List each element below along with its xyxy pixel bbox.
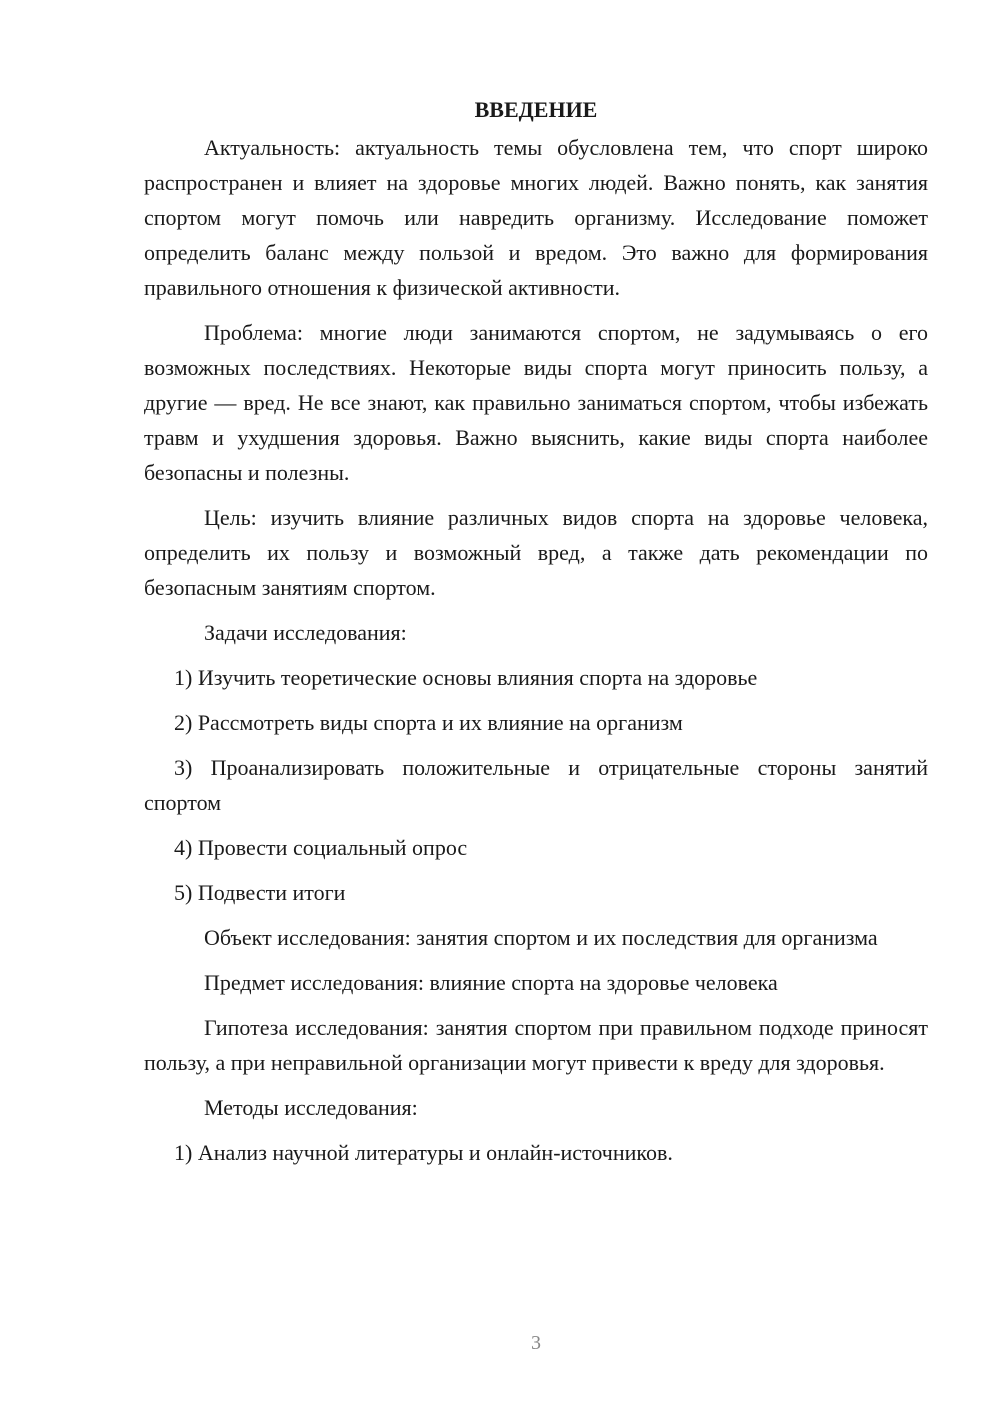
method-item-1: 1) Анализ научной литературы и онлайн-источников. (174, 1140, 673, 1165)
goal-paragraph: Цель: изучить влияние различных видов спорта на здоровье человека, определить их пользу и возможный вред, а также дать рекомендации по безопасным занятиям спортом. (144, 505, 928, 600)
task-item-1: 1) Изучить теоретические основы влияния спорта на здоровье (174, 665, 758, 690)
page-title: ВВЕДЕНИЕ (474, 97, 598, 122)
document-page (144, 94, 928, 1180)
object-paragraph: Объект исследования: занятия спортом и их последствия для организма (204, 925, 878, 950)
task-item-4: 4) Провести социальный опрос (174, 835, 468, 860)
page-number: 3 (531, 1332, 541, 1354)
relevance-paragraph: Актуальность: актуальность темы обусловлена тем, что спорт широко распространен и влияет на здоровье многих людей. Важно понять, как занятия спортом могут помочь или навредить организму. Исследование поможет определить баланс между пользой и вредом. Это важно для формирования правильного отношения к физической активности. (144, 135, 928, 300)
task-item-5: 5) Подвести итоги (174, 880, 346, 905)
tasks-heading: Задачи исследования: (204, 620, 407, 645)
problem-paragraph: Проблема: многие люди занимаются спортом, не задумываясь о его возможных последствиях. Некоторые виды спорта могут приносить пользу, а другие — вред. Не все знают, как правильно заниматься спортом, чтобы избежать травм и ухудшения здоровья. Важно выяснить, какие виды спорта наиболее безопасны и полезны. (144, 320, 928, 485)
hypothesis-paragraph: Гипотеза исследования: занятия спортом при правильном подходе приносят пользу, а при неправильной организации могут привести к вреду для здоровья. (144, 1015, 928, 1075)
subject-paragraph: Предмет исследования: влияние спорта на здоровье человека (204, 970, 778, 995)
task-item-2: 2) Рассмотреть виды спорта и их влияние на организм (174, 710, 683, 735)
methods-heading: Методы исследования: (204, 1095, 418, 1120)
task-item-3: 3) Проанализировать положительные и отрицательные стороны занятий спортом (144, 755, 928, 815)
